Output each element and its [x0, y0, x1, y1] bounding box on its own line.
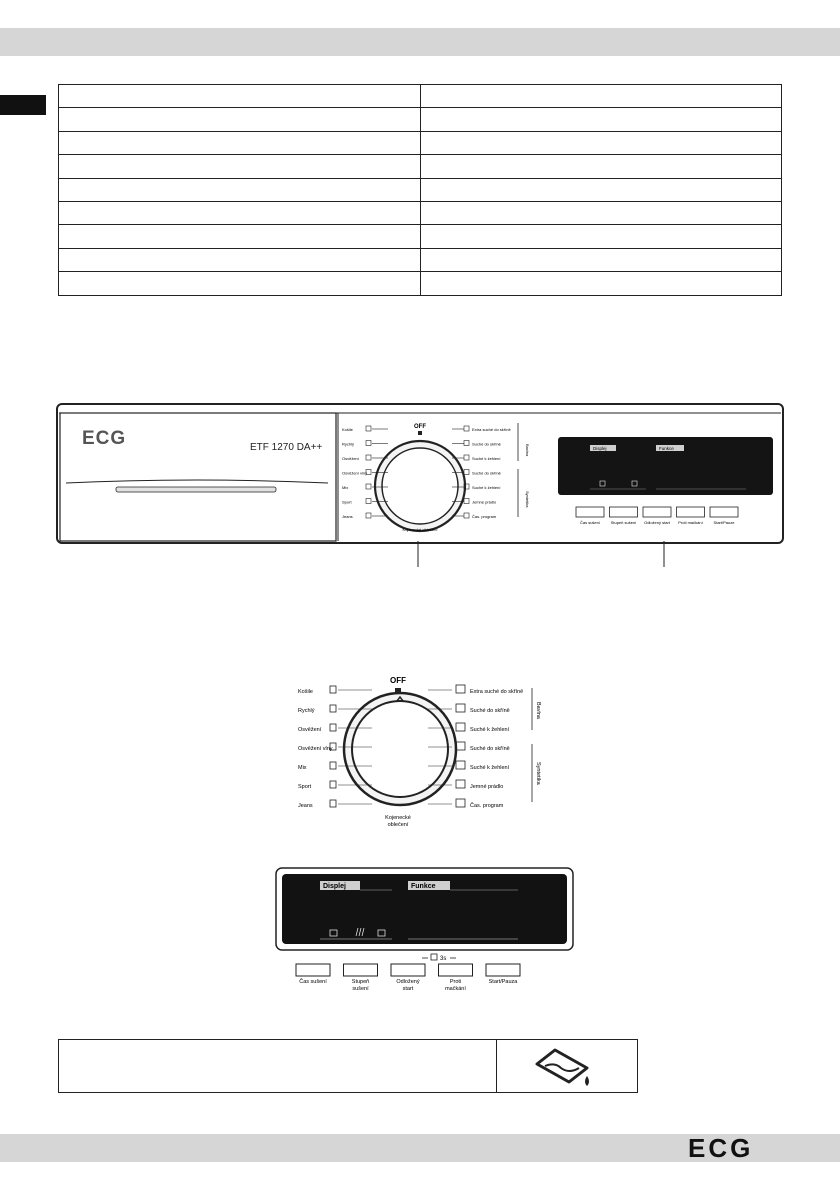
panel-program-left: Rychlý: [342, 441, 355, 447]
detail-program-right: Suché do skříně: [470, 746, 510, 752]
table-cell: [59, 155, 421, 178]
panel-button-label: Čas sušení: [579, 520, 601, 525]
panel-button-label: Stupeň sušení: [610, 520, 637, 525]
panel-brand: ECG: [82, 428, 127, 449]
detail-group-synthetic: Syntetika: [535, 762, 541, 785]
panel-program-right: Extra suché do skříně: [472, 427, 511, 432]
detail-button-label-2: sušení: [352, 986, 369, 992]
table-cell: [59, 225, 421, 248]
footer-logo: [686, 1134, 778, 1162]
display-detail: [274, 866, 576, 996]
detail-bottom-program-2: oblečení: [387, 822, 409, 828]
panel-program-left: Osvěžení vlny: [342, 470, 368, 476]
panel-program-left: Mix: [342, 485, 349, 490]
detail-button-label: Proti: [449, 979, 462, 985]
table-cell: [59, 248, 421, 271]
footer-brand: ECG: [688, 1134, 754, 1162]
panel-program-left: Osvěžení: [342, 456, 359, 461]
language-tab: [0, 95, 46, 115]
panel-program-right: Suché do skříně: [472, 441, 501, 447]
panel-off-label: OFF: [414, 424, 426, 430]
detail-program-right: Extra suché do skříně: [470, 689, 524, 695]
table-cell: [421, 201, 782, 224]
panel-program-right: Čas. program: [472, 514, 497, 519]
table-cell: [421, 225, 782, 248]
spec-table: [58, 84, 782, 296]
panel-program-left: Sport: [342, 499, 352, 505]
detail-button-label-2: mačkání: [445, 986, 466, 992]
detail-button-label: Start/Pauza: [488, 979, 518, 985]
detail-program-left: Osvěžení vlny: [298, 746, 333, 752]
detail-program-right: Suché k žehlení: [470, 727, 510, 733]
child-lock-icon: [431, 954, 437, 960]
detail-button-label: Stupeň: [351, 979, 370, 985]
model-label: ETF 1270 DA++: [250, 442, 323, 453]
table-cell: [421, 85, 782, 108]
wet-clothing-icon: [525, 1044, 607, 1090]
detail-program-left: Sport: [298, 784, 312, 790]
table-cell: [59, 108, 421, 131]
table-cell: [421, 131, 782, 154]
panel-group-cotton: Bavlna: [525, 444, 530, 457]
table-cell: [421, 108, 782, 131]
table-row: [59, 225, 782, 248]
detail-program-left: Mix: [298, 765, 307, 771]
detail-program-right: Jemné prádlo: [470, 784, 504, 790]
table-row: [59, 131, 782, 154]
table-cell: [59, 272, 421, 295]
detail-program-left: Košile: [298, 689, 313, 695]
svg-text:3s: 3s: [440, 956, 447, 962]
panel-button[interactable]: [710, 507, 738, 517]
door-handle: [116, 487, 276, 492]
detail-button[interactable]: [391, 964, 425, 976]
table-row: [59, 201, 782, 224]
panel-program-left: Jeans: [342, 514, 353, 519]
panel-program-right: Suché do skříně: [472, 470, 501, 476]
panel-button-label: Proti mačkání: [678, 520, 703, 525]
table-row: [59, 272, 782, 295]
table-cell: [59, 178, 421, 201]
note-box: [58, 1039, 638, 1093]
table-cell: [421, 248, 782, 271]
panel-program-left: Košile: [342, 427, 353, 432]
table-cell: [59, 131, 421, 154]
detail-button[interactable]: [344, 964, 378, 976]
detail-program-left: Rychlý: [298, 708, 315, 714]
panel-button-label: Start/Pauze: [713, 520, 735, 525]
table-cell: [421, 178, 782, 201]
panel-button[interactable]: [610, 507, 638, 517]
table-row: [59, 155, 782, 178]
panel-button[interactable]: [643, 507, 671, 517]
detail-group-cotton: Bavlna: [535, 702, 541, 719]
table-row: [59, 108, 782, 131]
panel-bottom-program: Kojenecké oblečení: [402, 527, 438, 532]
header-bar: [0, 28, 840, 56]
table-cell: [59, 201, 421, 224]
panel-program-right: Suché k žehlení: [472, 456, 501, 461]
panel-button-label: Odložený start: [644, 520, 670, 525]
panel-program-right: Suché k žehlení: [472, 485, 501, 490]
table-row: [59, 85, 782, 108]
panel-program-right: Jemné prádlo: [472, 499, 497, 505]
detail-button-label-2: start: [402, 986, 414, 992]
panel-function-label: Funkce: [659, 446, 674, 451]
detail-function-label: Funkce: [411, 883, 436, 890]
control-panel: [56, 403, 784, 573]
detail-off-label: OFF: [390, 676, 406, 685]
table-cell: [59, 85, 421, 108]
detail-button[interactable]: [296, 964, 330, 976]
dial-detail: [280, 672, 570, 836]
table-cell: [421, 155, 782, 178]
detail-display-label: Displej: [323, 883, 346, 890]
panel-group-synthetic: Syntetika: [525, 491, 530, 508]
detail-bottom-program-1: Kojenecké: [385, 815, 411, 821]
detail-program-left: Osvěžení: [298, 727, 322, 733]
panel-display-label: Displej: [593, 446, 607, 451]
detail-button[interactable]: [486, 964, 520, 976]
detail-program-left: Jeans: [298, 803, 313, 809]
table-cell: [421, 272, 782, 295]
table-row: [59, 248, 782, 271]
detail-program-right: Čas. program: [470, 803, 504, 809]
detail-program-right: Suché do skříně: [470, 708, 510, 714]
detail-program-right: Suché k žehlení: [470, 765, 510, 771]
detail-button-label: Čas sušení: [299, 979, 327, 985]
table-row: [59, 178, 782, 201]
detail-button-label: Odložený: [396, 979, 420, 985]
detail-button[interactable]: [439, 964, 473, 976]
panel-button[interactable]: [677, 507, 705, 517]
panel-button[interactable]: [576, 507, 604, 517]
